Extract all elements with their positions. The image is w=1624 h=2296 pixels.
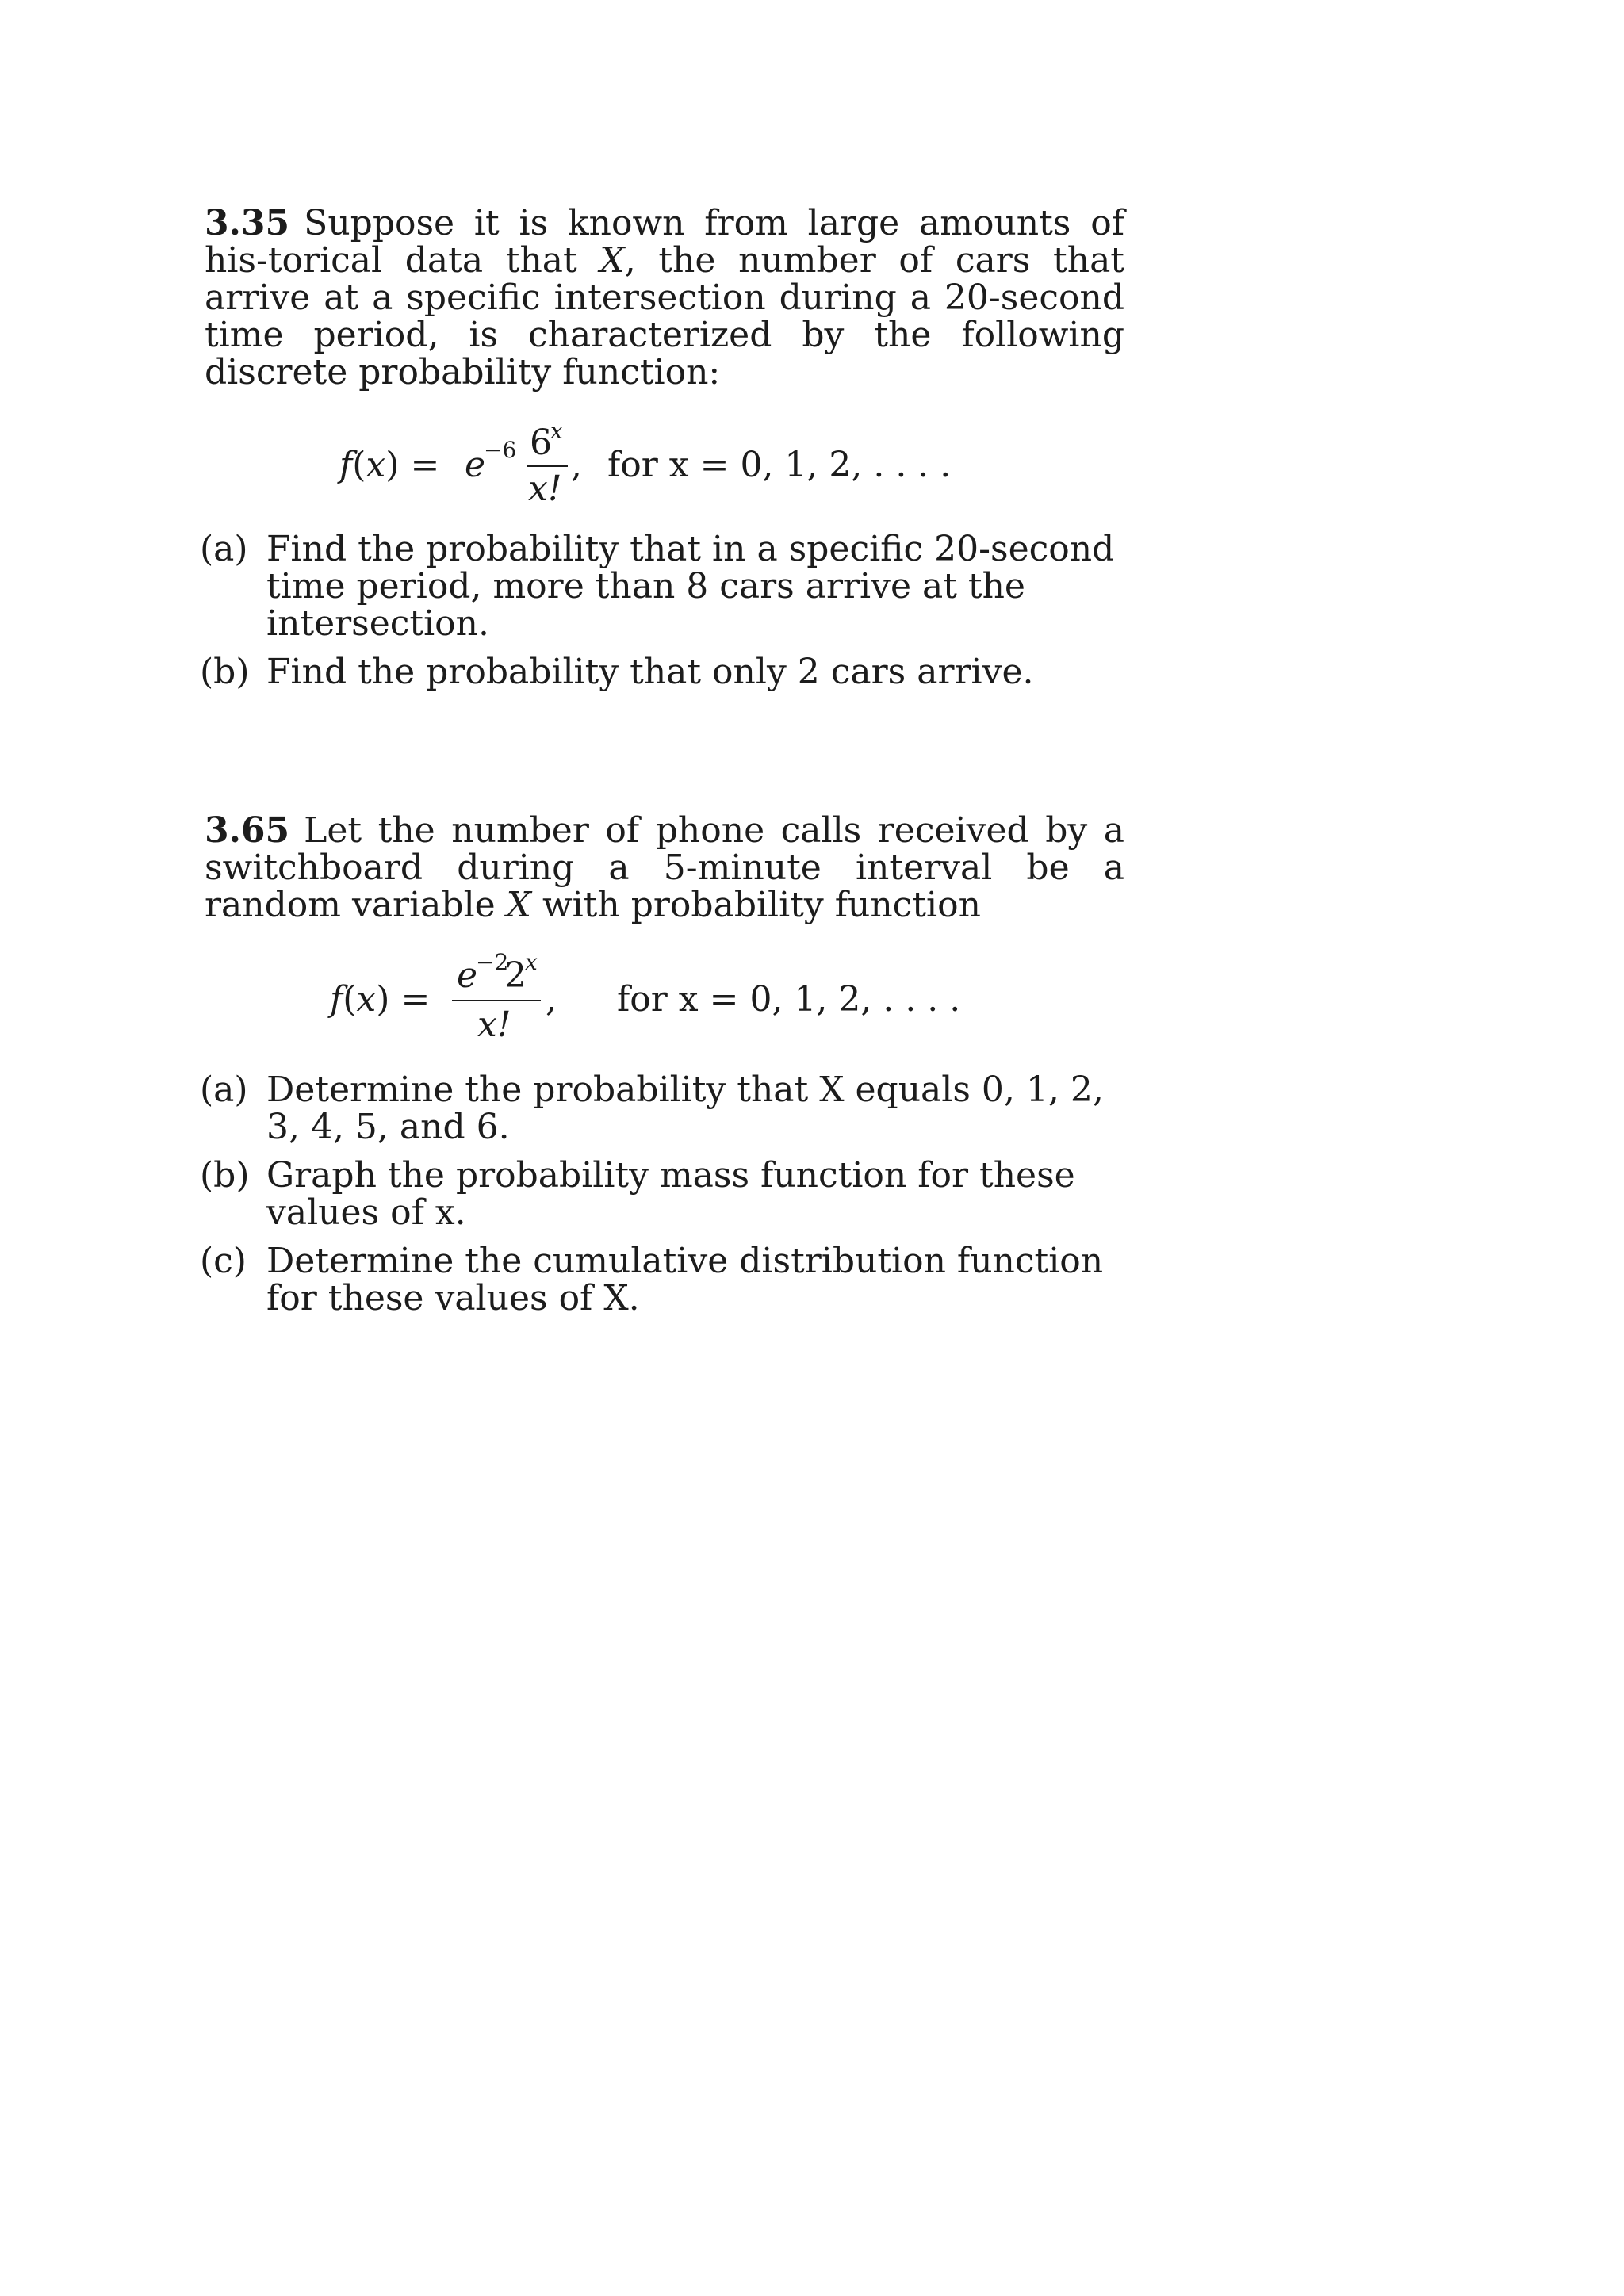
equation-lhs: f(x) = (330, 979, 431, 1020)
equation (205, 949, 1124, 1050)
part-text: Graph the probability mass function for these values of x. (266, 1155, 1075, 1233)
problem-number: 3.35 (205, 203, 290, 243)
part-label: (a) (200, 1070, 248, 1110)
part-label: (a) (200, 529, 248, 569)
numerator-exponent: x (550, 418, 563, 444)
part-text: Find the probability that only 2 cars arrive. (266, 652, 1034, 692)
equation-denominator: x! (477, 1004, 511, 1045)
part-b (200, 652, 1124, 692)
problem-3-35 (200, 203, 1124, 702)
problem-intro (205, 812, 1124, 924)
part-text: Find the probability that in a specific 20-second time period, more than 8 cars arrive at the intersection. (266, 529, 1115, 644)
problem-number: 3.65 (205, 810, 290, 851)
numerator-two-exponent: x (525, 949, 538, 975)
part-label: (b) (200, 652, 250, 692)
part-c (200, 1241, 1124, 1318)
intro-text: with probability function (531, 885, 981, 925)
part-label: (b) (200, 1155, 250, 1196)
equation-condition: for x = 0, 1, 2, . . . . (607, 445, 952, 485)
part-b (200, 1155, 1124, 1233)
intro-text: Suppose it is known from large amounts of his-torical data that (205, 203, 1124, 281)
part-text: Determine the cumulative distribution function for these values of X. (266, 1241, 1104, 1318)
equation-numerator: 6 (530, 423, 552, 463)
equation-comma: , (546, 979, 557, 1020)
problem-parts (200, 529, 1124, 692)
part-label: (c) (200, 1241, 247, 1281)
variable-x: X (506, 885, 531, 925)
problem-intro (205, 205, 1124, 391)
numerator-exponent: −2 (476, 949, 509, 975)
equation-base: e (465, 445, 486, 485)
equation-exponent: −6 (484, 437, 517, 463)
equation-comma: , (571, 445, 582, 485)
numerator-two: 2 (504, 955, 527, 996)
problem-3-65 (200, 810, 1124, 1328)
equation-lhs: f(x) = (339, 445, 440, 485)
equation-denominator: x! (528, 469, 562, 509)
problem-parts (200, 1070, 1124, 1318)
intro-text: Let the number of phone calls received by a switchboard during a 5-minute interval be a random variable (205, 810, 1124, 925)
equation-condition: for x = 0, 1, 2, . . . . (617, 979, 961, 1020)
fraction-line (452, 1000, 541, 1001)
fraction-line (527, 465, 568, 467)
intro-text: , the number of cars that arrive at a specific intersection during a 20-second time period, is characterized by the following discrete probability function: (205, 240, 1124, 392)
variable-x: X (599, 240, 625, 281)
equation (205, 418, 1124, 510)
numerator-base: e (457, 955, 478, 996)
part-a (200, 1070, 1124, 1147)
part-text: Determine the probability that X equals 0, 1, 2, 3, 4, 5, and 6. (266, 1070, 1104, 1147)
part-a (200, 529, 1124, 644)
